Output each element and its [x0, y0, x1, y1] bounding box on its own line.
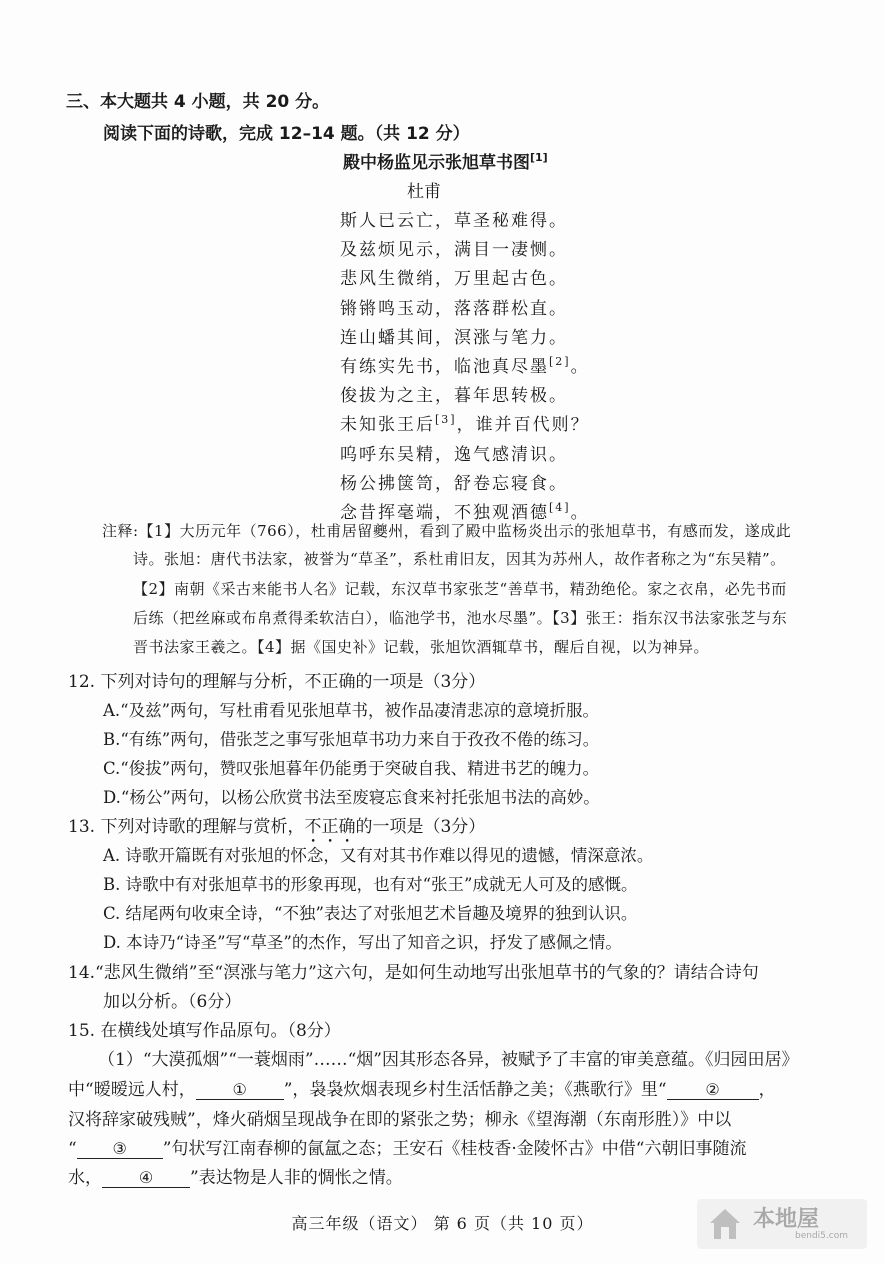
poem-line-text: 俊拔为之主，暮年思转极。 — [340, 386, 568, 407]
question-15-text: ”句状写江南春柳的氤氲之态；王安石《桂枝香·金陵怀古》中借“六朝旧事随流 — [162, 1139, 747, 1159]
question-15-line: （1）“大漠孤烟”“一蓑烟雨”……“烟”因其形态各异，被赋予了丰富的审美意蕴。《归园田居》 — [98, 1050, 799, 1070]
note-line: 晋书法家王羲之。【4】据《国史补》记载，张旭饮酒辄草书，醒后自视，以为神异。 — [133, 638, 710, 656]
question-12-option-c: C.“俊拔”两句，赞叹张旭暮年仍能勇于突破自我、精进书艺的魄力。 — [103, 759, 600, 778]
poem-line-text: 未知张王后 — [340, 415, 435, 436]
question-13-stem-post: 的一项是（3分） — [355, 817, 486, 837]
poem-line — [340, 235, 568, 260]
question-13-option-c: C. 结尾两句收束全诗，“不独”表达了对张旭艺术旨趣及境界的独到认识。 — [103, 904, 638, 923]
question-15-text: “ — [68, 1139, 77, 1159]
watermark-url: bendi5.com — [795, 1231, 848, 1241]
poem-line — [340, 381, 568, 406]
poem-line-footnote: [4] — [549, 501, 571, 514]
question-12-option-a: A.“及兹”两句，写杜甫看见张旭草书，被作品凄清悲凉的意境折服。 — [103, 701, 600, 720]
question-15-line — [68, 1134, 747, 1159]
poem-line-text: 有练实先书，临池真尽墨 — [340, 357, 549, 377]
poem-line-footnote: [2] — [549, 355, 571, 368]
blank-3[interactable]: ③ — [77, 1139, 163, 1159]
note-line: 注释:【1】大历元年（766），杜甫居留夔州，看到了殿中监杨炎出示的张旭草书，有感而发，遂成此 — [102, 522, 792, 540]
question-13-emphasis: 不正确 — [304, 817, 356, 837]
question-15-line — [68, 1163, 403, 1188]
house-icon — [707, 1206, 743, 1242]
poem-author: 杜甫 — [407, 182, 441, 202]
poem-line-text: 及兹烦见示，满目一凄恻。 — [340, 240, 568, 261]
question-12-option-d: D.“杨公”两句，以杨公欣赏书法至废寝忘食来衬托张旭书法的高妙。 — [103, 788, 600, 807]
poem-line — [340, 469, 568, 494]
question-15-text: ， — [758, 1080, 776, 1100]
question-12-option-b: B.“有练”两句，借张芝之事写张旭草书功力来自于孜孜不倦的练习。 — [103, 730, 600, 749]
question-15-text: ”表达物是人非的惆怅之情。 — [190, 1168, 403, 1188]
poem-line-text: 悲风生微绡，万里起古色。 — [340, 269, 568, 290]
poem-line — [340, 206, 568, 231]
question-15-text: ”，袅袅炊烟表现乡村生活恬静之美；《燕歌行》里“ — [283, 1080, 667, 1100]
poem-line — [340, 410, 590, 435]
poem-line — [340, 323, 568, 348]
poem-line-text: 念昔挥毫端，不独观酒德 — [340, 503, 549, 523]
question-12-stem: 12. 下列对诗句的理解与分析，不正确的一项是（3分） — [68, 672, 486, 692]
poem-line — [340, 352, 590, 377]
poem-line-text: 连山蟠其间，溟涨与笔力。 — [340, 327, 568, 348]
question-15-text: 中“暧暧远人村， — [68, 1080, 196, 1100]
section-instruction: 阅读下面的诗歌，完成 12–14 题。（共 12 分） — [103, 124, 470, 144]
note-line: 后练（把丝麻或布帛煮得柔软洁白），临池学书，池水尽墨”。【3】张王：指东汉书法家张芝与东 — [133, 609, 788, 627]
section-heading: 三、本大题共 4 小题，共 20 分。 — [66, 92, 330, 112]
poem-line-text: 杨公拂箧笥，舒卷忘寝食。 — [340, 473, 568, 494]
question-13-option-b: B. 诗歌中有对张旭草书的形象再现，也有对“张王”成就无人可及的感慨。 — [103, 875, 638, 894]
poem-line — [340, 264, 568, 289]
poem-line — [340, 294, 568, 319]
question-15-stem: 15. 在横线处填写作品原句。（8分） — [68, 1021, 341, 1041]
poem-line-text: 锵锵鸣玉动，落落群松直。 — [340, 298, 568, 319]
note-line: 【2】南朝《采古来能书人名》记载，东汉草书家张芝“善草书，精劲绝伦。家之衣帛，必先书而 — [133, 580, 787, 598]
poem-line-footnote: [3] — [435, 413, 457, 427]
watermark — [697, 1199, 867, 1249]
blank-1[interactable]: ① — [196, 1080, 284, 1100]
poem-line-tail: 。 — [570, 357, 590, 377]
poem-title-text: 殿中杨监见示张旭草书图 — [343, 153, 530, 173]
question-15-text: 水， — [68, 1168, 102, 1188]
poem-title — [343, 148, 548, 173]
question-13-option-a: A. 诗歌开篇既有对张旭的怀念，又有对其书作难以得见的遗憾，情深意浓。 — [103, 846, 654, 865]
question-14-stem-cont: 加以分析。（6分） — [103, 992, 242, 1012]
poem-line-text: 斯人已云亡，草圣秘难得。 — [340, 211, 568, 231]
poem-title-footnote: [1] — [530, 151, 548, 164]
watermark-text: 本地屋 — [753, 1207, 820, 1232]
poem-line-tail: 。 — [570, 503, 590, 523]
page-footer: 高三年级（语文） 第 6 页（共 10 页） — [291, 1214, 594, 1233]
question-14-stem: 14.“悲风生微绡”至“溟涨与笔力”这六句，是如何生动地写出张旭草书的气象的？请结合诗句 — [68, 963, 759, 983]
note-line: 诗。张旭：唐代书法家，被誉为“草圣”，系杜甫旧友，因其为苏州人，故作者称之为“东吴精”。 — [133, 550, 786, 568]
question-15-line — [68, 1075, 776, 1100]
question-13-stem-pre: 13. 下列对诗歌的理解与赏析， — [68, 817, 305, 837]
question-13-option-d: D. 本诗乃“诗圣”写“草圣”的杰作，写出了知音之识，抒发了感佩之情。 — [103, 933, 622, 952]
question-15-line: 汉将辞家破残贼”，烽火硝烟呈现战争在即的紧张之势；柳永《望海潮（东南形胜）》中以 — [68, 1110, 732, 1130]
blank-2[interactable]: ② — [667, 1080, 759, 1100]
poem-line — [340, 440, 568, 465]
blank-4[interactable]: ④ — [102, 1168, 190, 1188]
poem-line-text: 呜呼东吴精，逸气感清识。 — [340, 444, 568, 465]
poem-line-tail: ，谁并百代则？ — [456, 415, 590, 436]
